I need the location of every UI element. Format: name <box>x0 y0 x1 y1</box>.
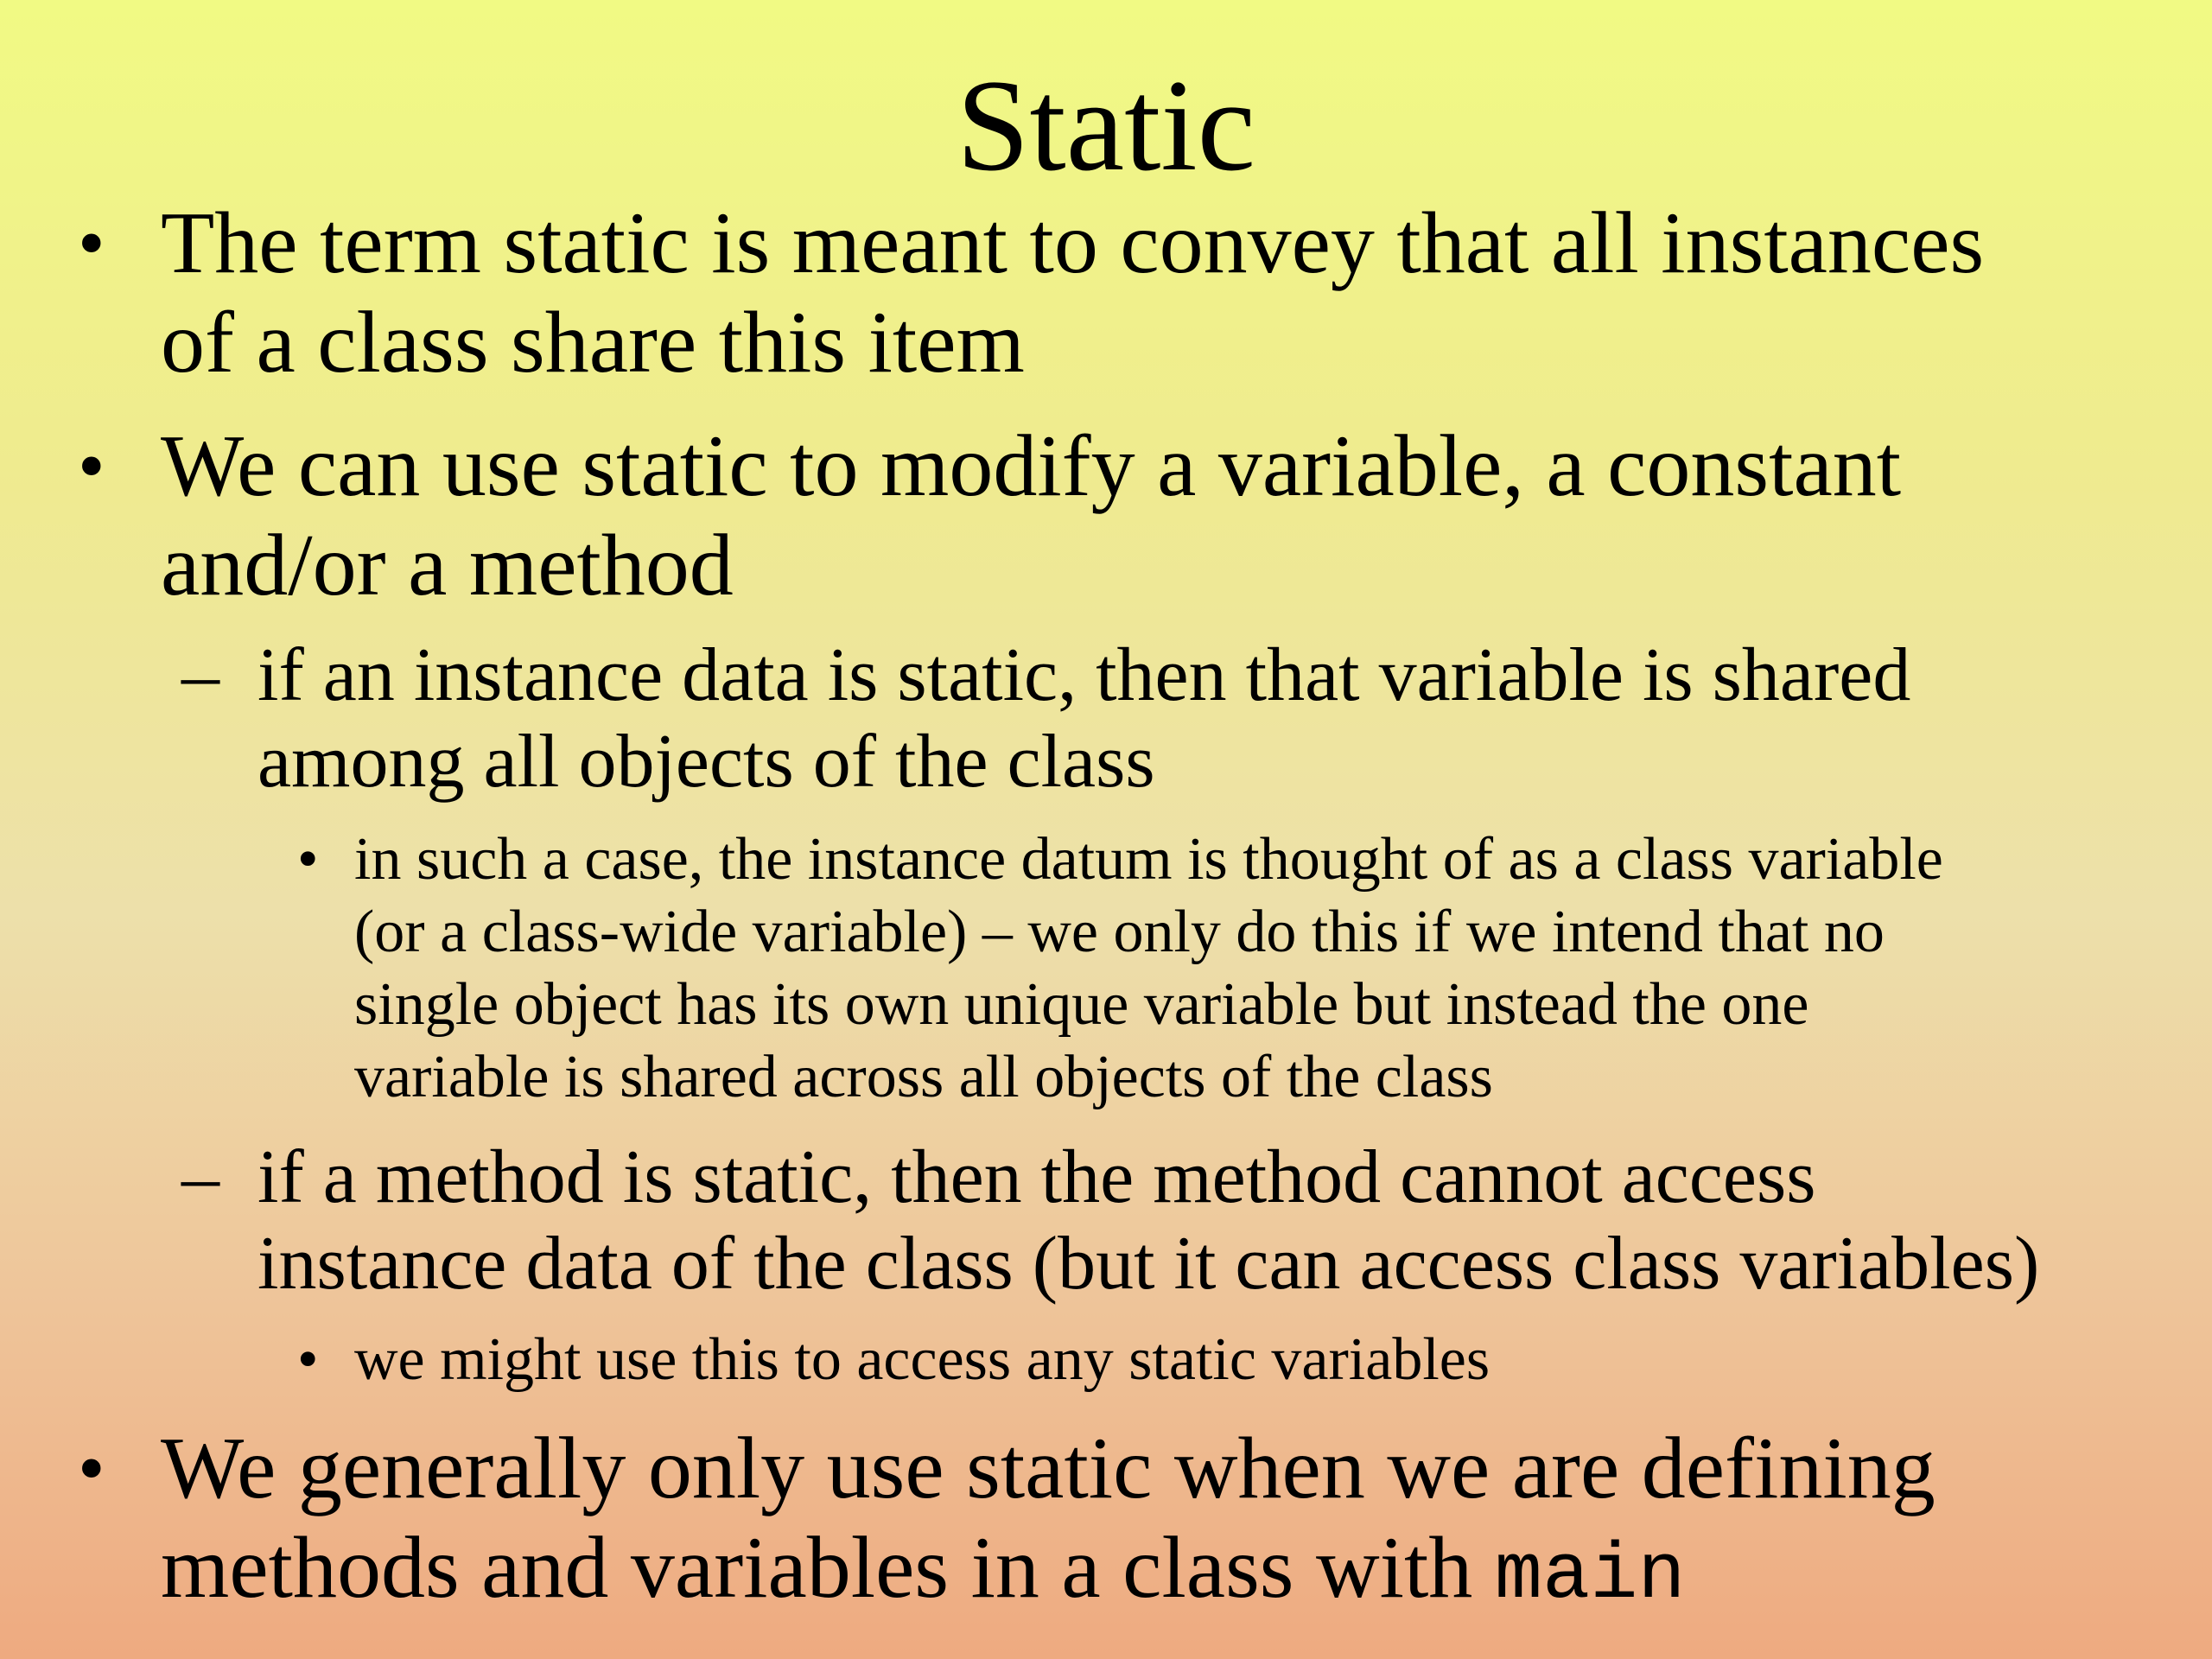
bullet-text-line-with-code <box>161 1518 1686 1625</box>
bullet-text-line: We generally only use static when we are defining <box>161 1420 1936 1517</box>
sub-item-text-line: if a method is static, then the method cannot access <box>257 1135 1816 1219</box>
bullet-text-line: of a class share this item <box>161 294 1025 391</box>
sub-item-instance-data <box>0 632 2212 805</box>
sub-sub-item-text-line: (or a class-wide variable) – we only do this if we intend that no <box>354 899 1885 965</box>
bullet-marker: • <box>297 1326 319 1393</box>
bullet-marker: • <box>78 1426 105 1511</box>
bullet-item-2 <box>0 416 2212 615</box>
sub-sub-item-text-line: single object has its own unique variable but instead the one <box>354 971 1809 1038</box>
bullet-item-1 <box>0 194 2212 392</box>
sub-sub-item-class-variable <box>0 823 2212 1114</box>
bullet-text-line: and/or a method <box>161 517 734 614</box>
bullet-marker: • <box>297 826 319 893</box>
sub-item-text-line: if an instance data is static, then that variable is shared <box>257 633 1911 717</box>
sub-sub-item-text-line: variable is shared across all objects of the class <box>354 1044 1493 1110</box>
code-keyword-main: main <box>1494 1530 1686 1621</box>
sub-sub-item-text-line: in such a case, the instance datum is thought of as a class variable <box>354 826 1943 893</box>
bullet-text-line: The term static is meant to convey that all instances <box>161 194 1985 292</box>
bullet-item-3 <box>0 1419 2212 1621</box>
dash-marker: – <box>181 1135 219 1219</box>
bullet-text-prefix: methods and variables in a class with <box>161 1519 1495 1617</box>
bullet-marker: • <box>78 423 105 509</box>
slide-title: Static <box>956 53 1256 198</box>
sub-item-static-method <box>0 1135 2212 1307</box>
sub-sub-item-static-variables <box>0 1324 2212 1396</box>
bullet-marker: • <box>78 200 105 286</box>
sub-item-text-line: instance data of the class (but it can access class variables) <box>257 1222 2040 1306</box>
sub-sub-item-text-line: we might use this to access any static variables <box>354 1326 1491 1393</box>
dash-marker: – <box>181 633 219 717</box>
bullet-text-line: We can use static to modify a variable, a constant <box>161 417 1902 515</box>
sub-item-text-line: among all objects of the class <box>257 720 1155 804</box>
